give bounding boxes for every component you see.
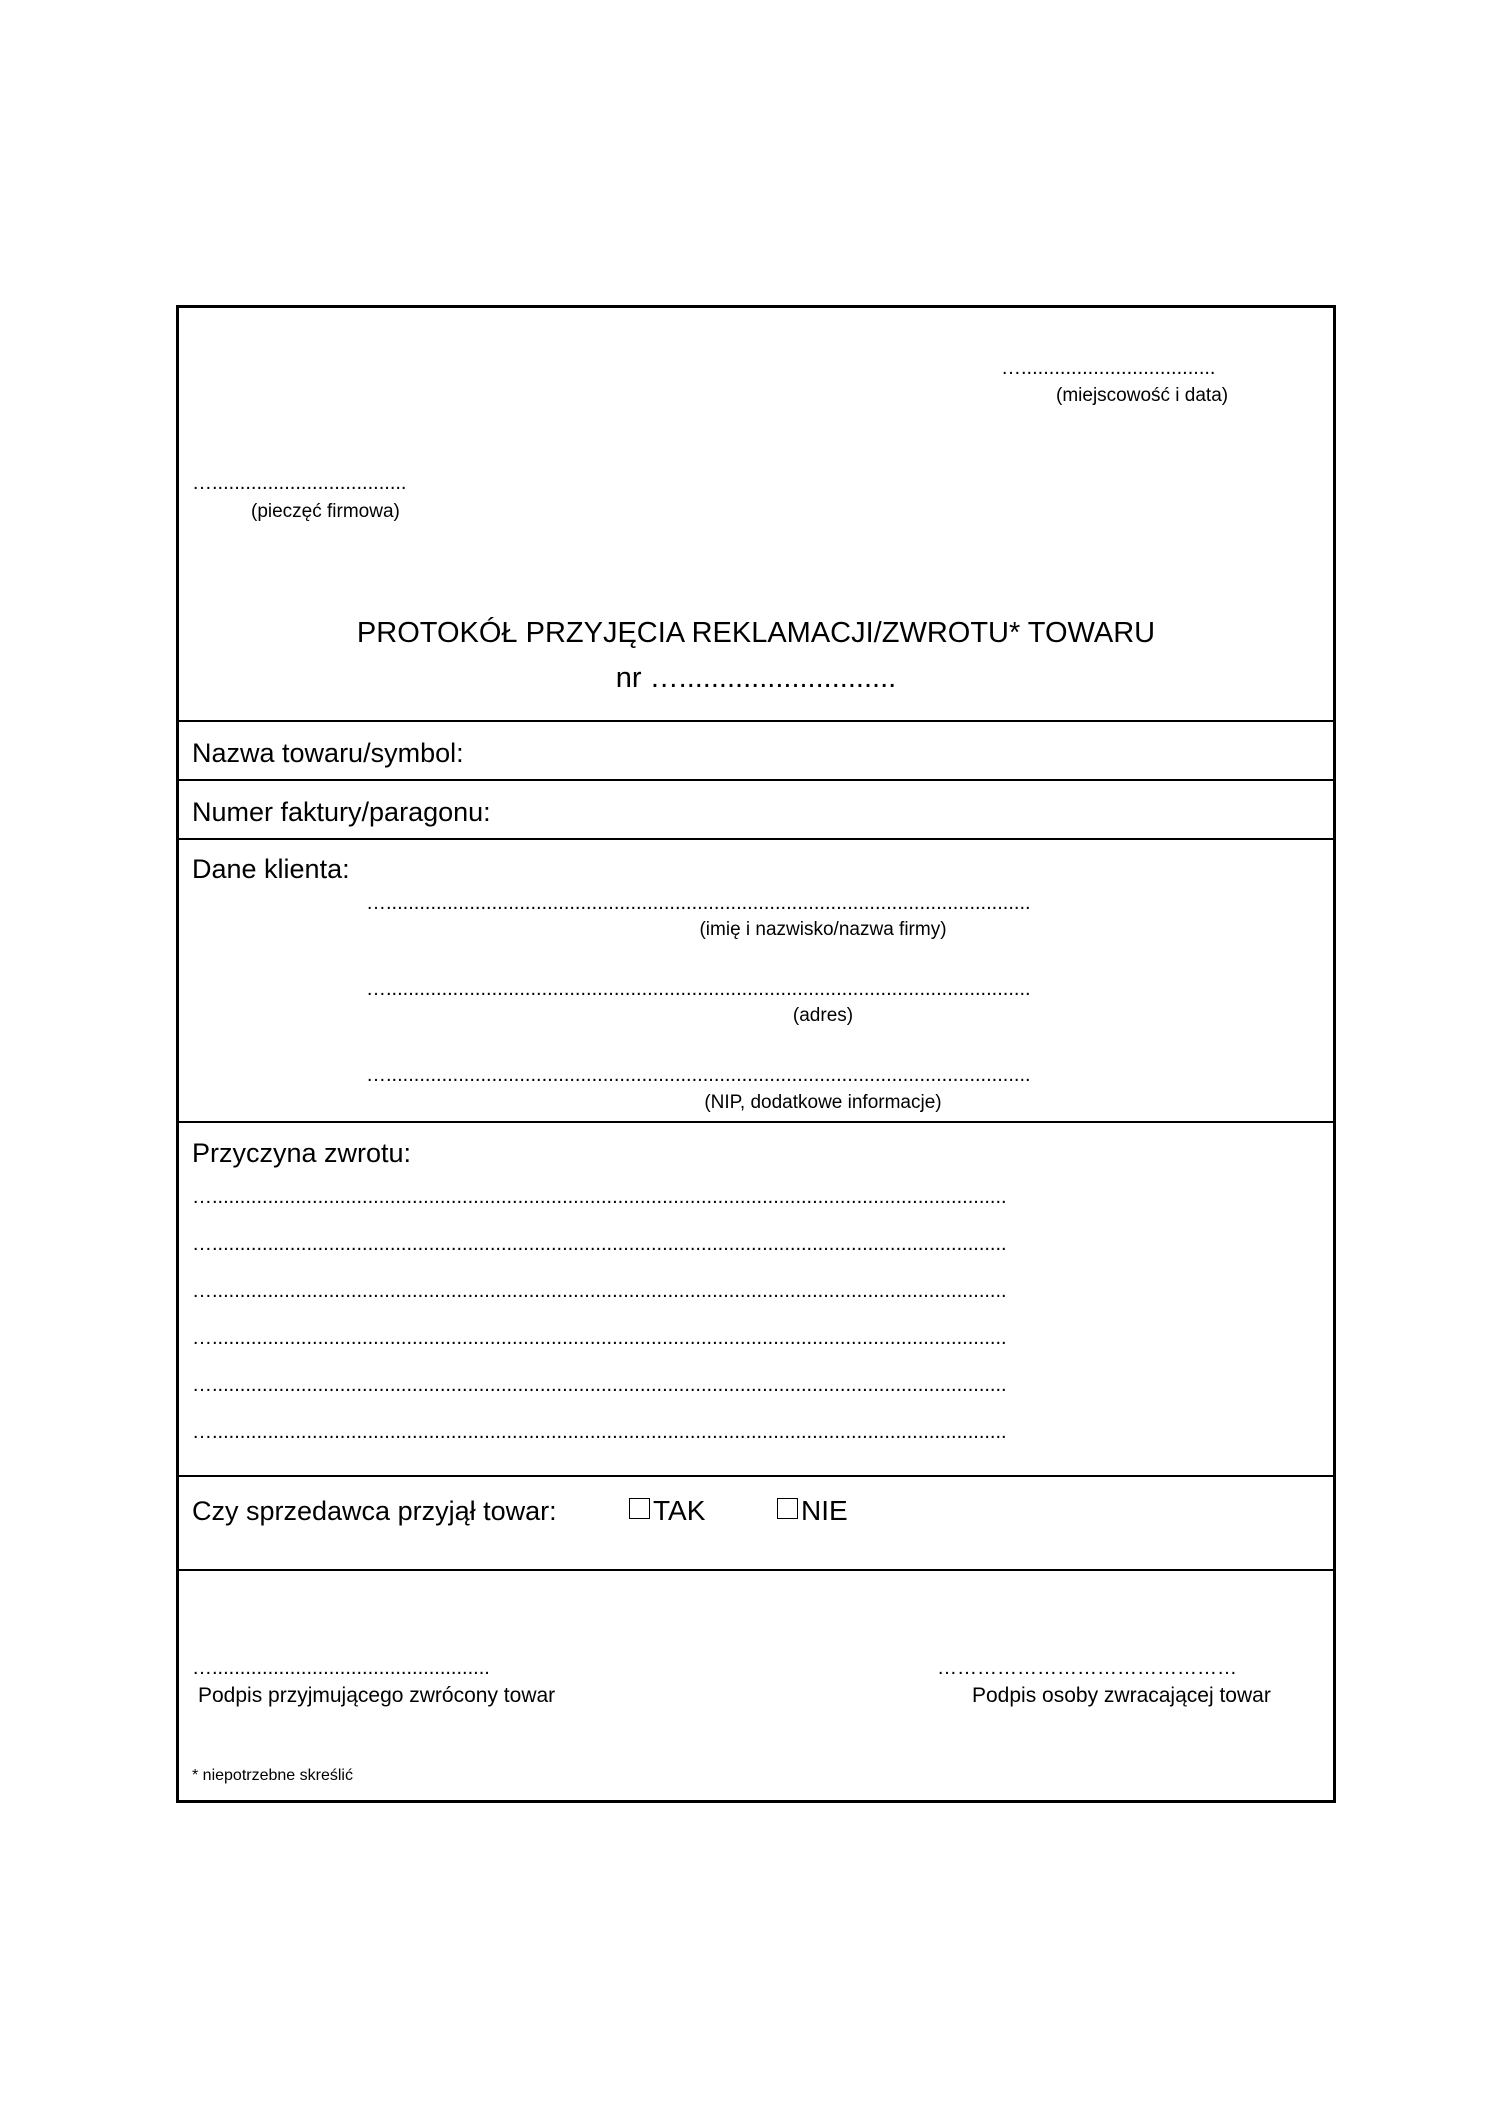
stamp-field[interactable]: …................................... [192,473,407,493]
reason-line[interactable]: …............................................................................................................................................... [192,1375,1007,1395]
receiver-signature-caption: Podpis przyjmującego zwrócony towar [198,1684,556,1707]
returner-signature-field[interactable]: ……………………………………… [937,1658,1237,1678]
invoice-number-label: Numer faktury/paragonu: [192,797,491,827]
client-nip-caption: (NIP, dodatkowe informacje) [704,1092,942,1113]
client-nip-field[interactable]: ….................................................................................................................... [366,1065,1031,1085]
acceptance-question: Czy sprzedawca przyjął towar: [192,1496,557,1526]
return-reason-label: Przyczyna zwrotu: [192,1138,412,1168]
product-name-label: Nazwa towaru/symbol: [192,738,464,768]
reason-line[interactable]: …............................................................................................................................................... [192,1422,1007,1442]
option-no[interactable] [777,1497,848,1525]
reason-line[interactable]: …............................................................................................................................................... [192,1328,1007,1348]
option-yes[interactable] [629,1497,705,1525]
divider [179,779,1333,781]
divider [179,1475,1333,1477]
footnote: * niepotrzebne skreślić [192,1767,353,1784]
reason-line[interactable]: …............................................................................................................................................... [192,1234,1007,1254]
divider [179,720,1333,722]
stamp-caption: (pieczęć firmowa) [251,501,400,522]
option-yes-label: TAK [653,1495,706,1526]
option-no-label: NIE [801,1495,848,1526]
returner-signature-caption: Podpis osoby zwracającej towar [972,1684,1271,1707]
reason-line[interactable]: …............................................................................................................................................... [192,1187,1007,1207]
place-date-field[interactable]: …................................... [1001,358,1216,378]
divider [179,1569,1333,1571]
receiver-signature-field[interactable]: ….................................................. [192,1658,490,1678]
protocol-number-field[interactable]: nr …........................... [615,662,897,694]
client-data-label: Dane klienta: [192,854,350,884]
place-date-caption: (miejscowość i data) [1056,385,1229,406]
divider [179,838,1333,840]
client-name-field[interactable]: ….................................................................................................................... [366,893,1031,913]
reason-line[interactable]: …............................................................................................................................................... [192,1281,1007,1301]
return-protocol-form [176,305,1336,1803]
client-address-field[interactable]: ….................................................................................................................... [366,979,1031,999]
divider [179,1121,1333,1123]
checkbox-no-icon[interactable] [777,1498,798,1519]
document-title: PROTOKÓŁ PRZYJĘCIA REKLAMACJI/ZWROTU* TOWARU [356,617,1156,649]
client-name-caption: (imię i nazwisko/nazwa firmy) [699,919,947,940]
checkbox-yes-icon[interactable] [629,1498,650,1519]
client-address-caption: (adres) [792,1005,854,1026]
